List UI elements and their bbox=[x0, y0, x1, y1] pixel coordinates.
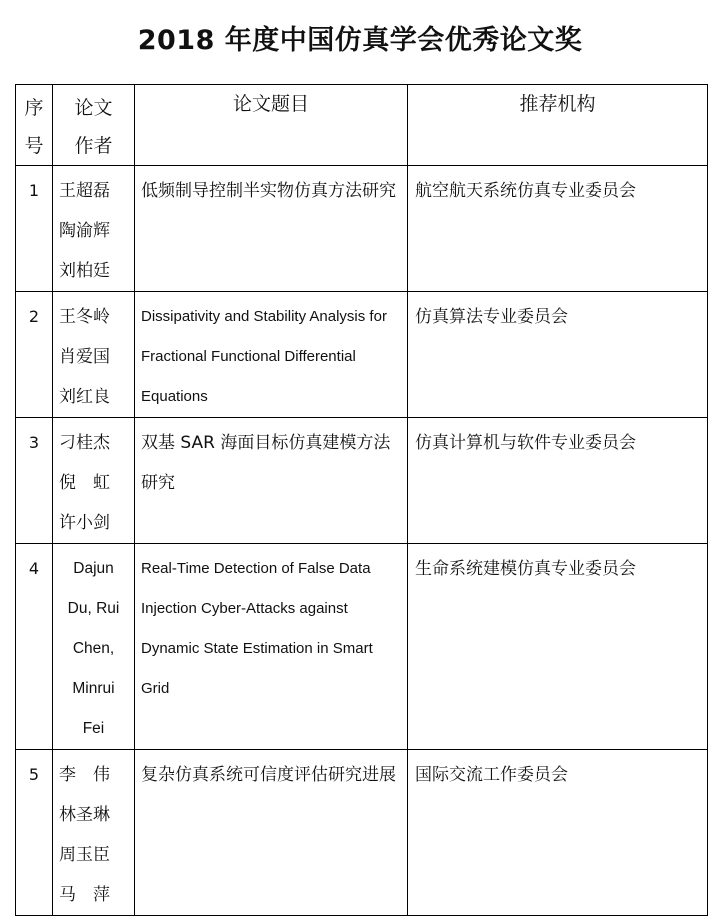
author-name: 李 伟 bbox=[59, 765, 110, 785]
header-authors-line2: 作者 bbox=[74, 135, 113, 157]
cell-paper-title bbox=[135, 418, 408, 544]
header-index-line2: 号 bbox=[24, 135, 44, 157]
cell-index bbox=[16, 292, 53, 418]
row-index: 4 bbox=[28, 559, 40, 578]
organization-name: 国际交流工作委员会 bbox=[415, 765, 568, 785]
author-name: 许小剑 bbox=[59, 513, 110, 533]
author-name: 王超磊 bbox=[59, 181, 110, 201]
header-paper-title: 论文题目 bbox=[135, 85, 408, 166]
author-name: 周玉臣 bbox=[59, 845, 110, 865]
cell-index bbox=[16, 166, 53, 292]
cell-authors bbox=[53, 418, 135, 544]
cell-paper-title bbox=[135, 166, 408, 292]
organization-name: 航空航天系统仿真专业委员会 bbox=[415, 181, 636, 201]
author-name: 倪 虹 bbox=[59, 473, 110, 493]
author-name: Dajun bbox=[73, 560, 114, 577]
paper-title: Real-Time Detection of False Data Injection Cyber-Attacks against Dynamic State Estimation in Smart Grid bbox=[141, 560, 373, 697]
organization-name: 生命系统建模仿真专业委员会 bbox=[415, 559, 636, 579]
table-header-row bbox=[16, 85, 708, 166]
cell-organization bbox=[408, 292, 708, 418]
header-index-line1: 序 bbox=[24, 97, 44, 119]
author-name: Fei bbox=[82, 720, 105, 737]
header-authors-line1: 论文 bbox=[74, 97, 113, 119]
author-name: 林圣琳 bbox=[59, 805, 110, 825]
row-index: 3 bbox=[28, 433, 40, 452]
cell-organization bbox=[408, 750, 708, 916]
cell-index bbox=[16, 544, 53, 750]
table-row bbox=[16, 544, 708, 750]
cell-paper-title bbox=[135, 544, 408, 750]
author-name: Chen, bbox=[72, 640, 115, 657]
author-name: 刁桂杰 bbox=[59, 433, 110, 453]
award-table bbox=[15, 84, 708, 916]
paper-title: Dissipativity and Stability Analysis for Fractional Functional Differential Equations bbox=[141, 308, 387, 405]
header-organization: 推荐机构 bbox=[408, 85, 708, 166]
cell-index bbox=[16, 418, 53, 544]
author-name: 马 萍 bbox=[59, 885, 110, 905]
paper-title: 双基 SAR 海面目标仿真建模方法研究 bbox=[141, 433, 391, 493]
cell-paper-title bbox=[135, 292, 408, 418]
author-name: Minrui bbox=[72, 680, 115, 697]
row-index: 5 bbox=[28, 765, 40, 784]
author-name: 陶渝辉 bbox=[59, 221, 110, 241]
table-row bbox=[16, 292, 708, 418]
cell-organization bbox=[408, 166, 708, 292]
document-title: 2018 年度中国仿真学会优秀论文奖 bbox=[137, 25, 583, 56]
organization-name: 仿真计算机与软件专业委员会 bbox=[415, 433, 636, 453]
cell-authors bbox=[53, 544, 135, 750]
row-index: 2 bbox=[28, 307, 40, 326]
cell-authors bbox=[53, 166, 135, 292]
author-name: 刘柏廷 bbox=[59, 261, 110, 281]
row-index: 1 bbox=[28, 181, 40, 200]
author-name: 肖爱国 bbox=[59, 347, 110, 367]
cell-authors bbox=[53, 750, 135, 916]
paper-title: 复杂仿真系统可信度评估研究进展 bbox=[141, 765, 396, 785]
cell-index bbox=[16, 750, 53, 916]
table-row bbox=[16, 166, 708, 292]
organization-name: 仿真算法专业委员会 bbox=[415, 307, 568, 327]
cell-authors bbox=[53, 292, 135, 418]
table-row bbox=[16, 750, 708, 916]
table-row bbox=[16, 418, 708, 544]
author-name: 王冬岭 bbox=[59, 307, 110, 327]
paper-title: 低频制导控制半实物仿真方法研究 bbox=[141, 181, 396, 201]
author-name: Du, Rui bbox=[67, 600, 120, 617]
cell-paper-title bbox=[135, 750, 408, 916]
author-name: 刘红良 bbox=[59, 387, 110, 407]
header-authors bbox=[53, 85, 135, 166]
cell-organization bbox=[408, 418, 708, 544]
cell-organization bbox=[408, 544, 708, 750]
header-index bbox=[16, 85, 53, 166]
